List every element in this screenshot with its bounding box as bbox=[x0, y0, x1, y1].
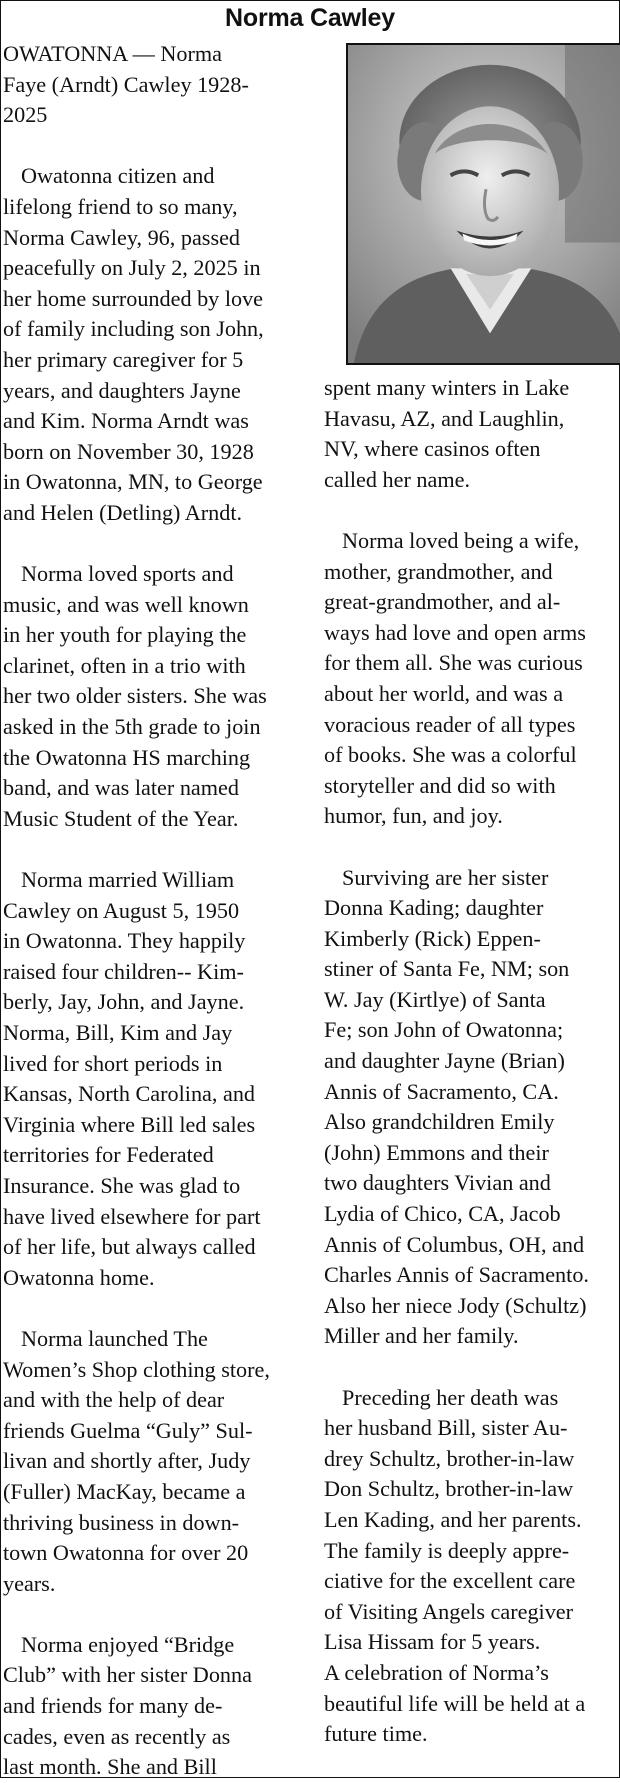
right-column-line: ciative for the excellent care bbox=[324, 1568, 576, 1594]
right-column-line: Havasu, AZ, and Laughlin, bbox=[324, 405, 565, 431]
right-column bbox=[324, 39, 620, 1750]
left-column-line: town Owatonna for over 20 bbox=[3, 1540, 249, 1566]
left-column-line: lifelong friend to so many, bbox=[3, 193, 238, 219]
right-column-line: Lisa Hissam for 5 years. bbox=[324, 1629, 541, 1655]
right-column-line: Also her niece Jody (Schultz) bbox=[324, 1292, 587, 1318]
right-column-text bbox=[324, 373, 620, 1750]
left-column-paragraph bbox=[3, 559, 303, 834]
left-column-line: Norma Cawley, 96, passed bbox=[3, 224, 241, 250]
left-column-line: Faye (Arndt) Cawley 1928- bbox=[3, 71, 249, 97]
left-column-line: of family including son John, bbox=[3, 316, 264, 342]
left-column-line: music, and was well known bbox=[3, 591, 249, 617]
left-column-line: cades, even as recently as bbox=[3, 1723, 231, 1749]
right-column-line: and daughter Jayne (Brian) bbox=[324, 1048, 565, 1074]
right-column-line: Charles Annis of Sacramento. bbox=[324, 1262, 589, 1288]
right-column-line: voracious reader of all types bbox=[324, 711, 576, 737]
left-column-line: Owatonna home. bbox=[3, 1264, 155, 1290]
right-column-paragraph bbox=[324, 863, 620, 1353]
left-column-line: (Fuller) MacKay, became a bbox=[3, 1478, 246, 1504]
left-column-line: her home surrounded by love bbox=[3, 285, 264, 311]
left-column-line: the Owatonna HS marching bbox=[3, 744, 251, 770]
left-column-line: Norma, Bill, Kim and Jay bbox=[3, 1020, 233, 1045]
left-column-line: last month. She and Bill bbox=[3, 1754, 217, 1780]
right-column-line: spent many winters in Lake bbox=[324, 375, 570, 400]
left-column-line: band, and was later named bbox=[3, 775, 239, 801]
left-column-paragraph bbox=[3, 39, 303, 131]
left-column-line: her primary caregiver for 5 bbox=[3, 346, 244, 372]
left-column-line: berly, Jay, John, and Jayne. bbox=[3, 989, 245, 1015]
right-column-line: (John) Emmons and their bbox=[324, 1139, 549, 1165]
left-column-line: and friends for many de- bbox=[3, 1693, 223, 1719]
right-column-paragraph bbox=[324, 526, 620, 832]
left-column-line: peacefully on July 2, 2025 in bbox=[3, 255, 261, 281]
left-column-line: in Owatonna. They happily bbox=[3, 928, 246, 954]
right-column-line: of Visiting Angels caregiver bbox=[324, 1598, 574, 1624]
portrait-photo bbox=[346, 43, 620, 365]
left-column-line: lived for short periods in bbox=[3, 1050, 223, 1076]
left-column-paragraph bbox=[3, 161, 303, 528]
left-column-line: and Kim. Norma Arndt was bbox=[3, 408, 249, 434]
left-column-line: her two older sisters. She was bbox=[3, 683, 267, 709]
right-column-line: Also grandchildren Emily bbox=[324, 1109, 555, 1135]
right-column-line: Annis of Columbus, OH, and bbox=[324, 1231, 585, 1257]
left-column bbox=[3, 39, 303, 1783]
left-column-line: territories for Federated bbox=[3, 1142, 214, 1168]
right-column-line: A celebration of Norma’s bbox=[324, 1659, 549, 1685]
right-column-line: Preceding her death was bbox=[342, 1384, 559, 1410]
left-column-line: Norma loved sports and bbox=[21, 561, 234, 587]
left-column-line: Norma enjoyed “Bridge bbox=[21, 1631, 235, 1657]
left-column-line: 2025 bbox=[3, 102, 48, 128]
right-column-paragraph bbox=[324, 1383, 620, 1750]
left-column-line: Norma married William bbox=[21, 867, 235, 893]
left-column-line: raised four children-- Kim- bbox=[3, 958, 244, 984]
right-column-line: called her name. bbox=[324, 466, 470, 492]
right-column-line: humor, fun, and joy. bbox=[324, 803, 503, 829]
right-column-line: Surviving are her sister bbox=[342, 864, 549, 890]
right-column-line: about her world, and was a bbox=[324, 680, 564, 706]
left-column-line: years, and daughters Jayne bbox=[3, 377, 241, 403]
right-column-line: Annis of Sacramento, CA. bbox=[324, 1078, 559, 1104]
left-column-line: friends Guelma “Guly” Sul- bbox=[3, 1417, 253, 1443]
left-column-line: Music Student of the Year. bbox=[3, 805, 239, 831]
right-column-line: future time. bbox=[324, 1721, 428, 1747]
left-column-line: Norma launched The bbox=[21, 1325, 208, 1351]
left-column-line: years. bbox=[3, 1570, 56, 1596]
portrait-illustration bbox=[348, 45, 620, 363]
left-column-line: Club” with her sister Donna bbox=[3, 1662, 252, 1688]
right-column-line: Don Schultz, brother-in-law bbox=[324, 1476, 574, 1502]
left-column-line: OWATONNA — Norma bbox=[3, 41, 222, 66]
left-column-line: in her youth for playing the bbox=[3, 622, 247, 648]
left-column-line: asked in the 5th grade to join bbox=[3, 714, 261, 740]
right-column-line: Lydia of Chico, CA, Jacob bbox=[324, 1201, 561, 1227]
left-column-line: and Helen (Detling) Arndt. bbox=[3, 499, 243, 525]
left-column-line: have lived elsewhere for part bbox=[3, 1203, 261, 1229]
left-column-line: born on November 30, 1928 bbox=[3, 438, 254, 464]
right-column-line: The family is deeply appre- bbox=[324, 1537, 570, 1563]
right-column-line: Donna Kading; daughter bbox=[324, 895, 544, 921]
left-column-paragraph bbox=[3, 1630, 303, 1783]
right-column-line: Norma loved being a wife, bbox=[342, 527, 580, 553]
left-column-line: in Owatonna, MN, to George bbox=[3, 469, 263, 495]
left-column-line: Women’s Shop clothing store, bbox=[3, 1356, 270, 1382]
obituary-title: Norma Cawley bbox=[225, 4, 395, 32]
right-column-line: her husband Bill, sister Au- bbox=[324, 1415, 568, 1441]
right-column-line: W. Jay (Kirtlye) of Santa bbox=[324, 986, 546, 1012]
right-column-line: ways had love and open arms bbox=[324, 619, 586, 645]
left-column-line: clarinet, often in a trio with bbox=[3, 652, 246, 678]
right-column-line: for them all. She was curious bbox=[324, 650, 583, 676]
right-column-line: Miller and her family. bbox=[324, 1323, 519, 1349]
left-column-line: livan and shortly after, Judy bbox=[3, 1448, 251, 1474]
right-column-paragraph bbox=[324, 373, 620, 495]
right-column-line: Len Kading, and her parents. bbox=[324, 1506, 582, 1532]
left-column-paragraph bbox=[3, 1324, 303, 1599]
left-column-paragraph bbox=[3, 865, 303, 1293]
left-column-line: and with the help of dear bbox=[3, 1387, 225, 1413]
right-column-line: beautiful life will be held at a bbox=[324, 1690, 586, 1716]
right-column-line: drey Schultz, brother-in-law bbox=[324, 1445, 575, 1471]
right-column-line: Fe; son John of Owatonna; bbox=[324, 1017, 564, 1043]
left-column-line: of her life, but always called bbox=[3, 1234, 256, 1260]
left-column-line: thriving business in down- bbox=[3, 1509, 240, 1535]
left-column-line: Virginia where Bill led sales bbox=[3, 1111, 256, 1137]
left-column-line: Cawley on August 5, 1950 bbox=[3, 897, 240, 923]
right-column-line: two daughters Vivian and bbox=[324, 1170, 551, 1196]
right-column-line: of books. She was a colorful bbox=[324, 742, 577, 768]
left-column-line: Kansas, North Carolina, and bbox=[3, 1081, 256, 1107]
right-column-line: stiner of Santa Fe, NM; son bbox=[324, 956, 570, 982]
left-column-line: Insurance. She was glad to bbox=[3, 1172, 241, 1198]
right-column-line: NV, where casinos often bbox=[324, 436, 541, 462]
right-column-line: great-grandmother, and al- bbox=[324, 589, 561, 615]
right-column-line: storyteller and did so with bbox=[324, 772, 556, 798]
left-column-line: Owatonna citizen and bbox=[21, 163, 215, 189]
right-column-line: mother, grandmother, and bbox=[324, 558, 553, 584]
right-column-line: Kimberly (Rick) Eppen- bbox=[324, 925, 541, 951]
